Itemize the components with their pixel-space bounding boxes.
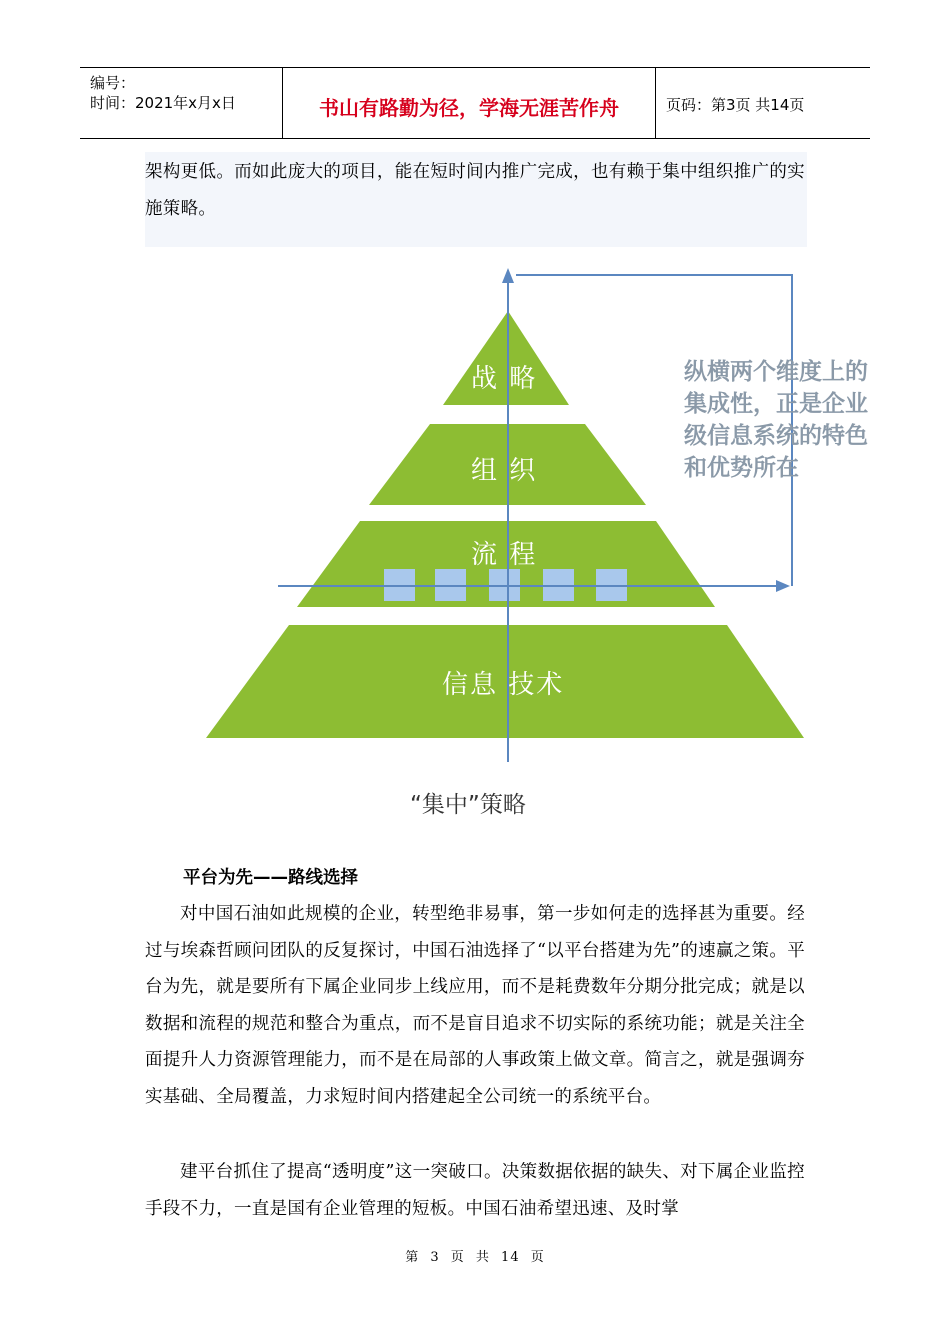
document-number-label: 编号： bbox=[90, 74, 136, 92]
header-page-cell bbox=[656, 68, 870, 138]
dimension-note bbox=[684, 356, 914, 484]
header-motto: 书山有路勤为径，学海无涯苦作舟 bbox=[319, 96, 619, 120]
page-footer: 第 3 页 共 14 页 bbox=[405, 1250, 545, 1265]
section-heading: 平台为先——路线选择 bbox=[183, 868, 358, 888]
strategy-figure bbox=[180, 248, 868, 824]
header-page-number: 页码：第3页 共14页 bbox=[666, 96, 805, 114]
dimension-note-line: 纵横两个维度上的 bbox=[684, 359, 868, 385]
horizontal-arrowhead bbox=[776, 580, 790, 592]
document-date-label: 时间：2021年x月x日 bbox=[90, 94, 236, 112]
level-label-process: 流 程 bbox=[471, 540, 538, 570]
paragraph-transparency: 建平台抓住了提高“透明度”这一突破口。决策数据依据的缺失、对下属企业监控手段不力，一直是国有企业管理的短板。中国石油希望迅速、及时掌 bbox=[145, 1162, 805, 1219]
vertical-arrowhead bbox=[502, 268, 514, 283]
paragraph-platform-first: 对中国石油如此规模的企业，转型绝非易事，第一步如何走的选择甚为重要。经过与埃森哲顾问团队的反复探讨，中国石油选择了“以平台搭建为先”的速赢之策。平台为先，就是要所有下属企业同步上线应用，而不是耗费数年分期分批完成；就是以数据和流程的规范和整合为重点，而不是盲目追求不切实际的系统功能；就是关注全面提升人力资源管理能力，而不是在局部的人事政策上做文章。简言之，就是强调夯实基础、全局覆盖，力求短时间内搭建起全公司统一的系统平台。 bbox=[145, 904, 805, 1107]
intro-paragraph: 架构更低。而如此庞大的项目，能在短时间内推广完成，也有赖于集中组织推广的实施策略。 bbox=[145, 162, 805, 219]
level-label-strategy: 战 略 bbox=[471, 364, 538, 394]
dimension-note-line: 和优势所在 bbox=[684, 455, 799, 481]
level-label-organization: 组 织 bbox=[471, 456, 538, 486]
header-motto-cell bbox=[282, 68, 656, 138]
dimension-note-line: 集成性，正是企业 bbox=[684, 391, 868, 417]
page-header bbox=[80, 67, 870, 139]
header-meta-cell bbox=[80, 68, 282, 138]
level-label-it: 信息 技术 bbox=[442, 670, 565, 700]
figure-caption: “集中”策略 bbox=[410, 792, 526, 818]
dimension-note-line: 级信息系统的特色 bbox=[684, 423, 868, 449]
